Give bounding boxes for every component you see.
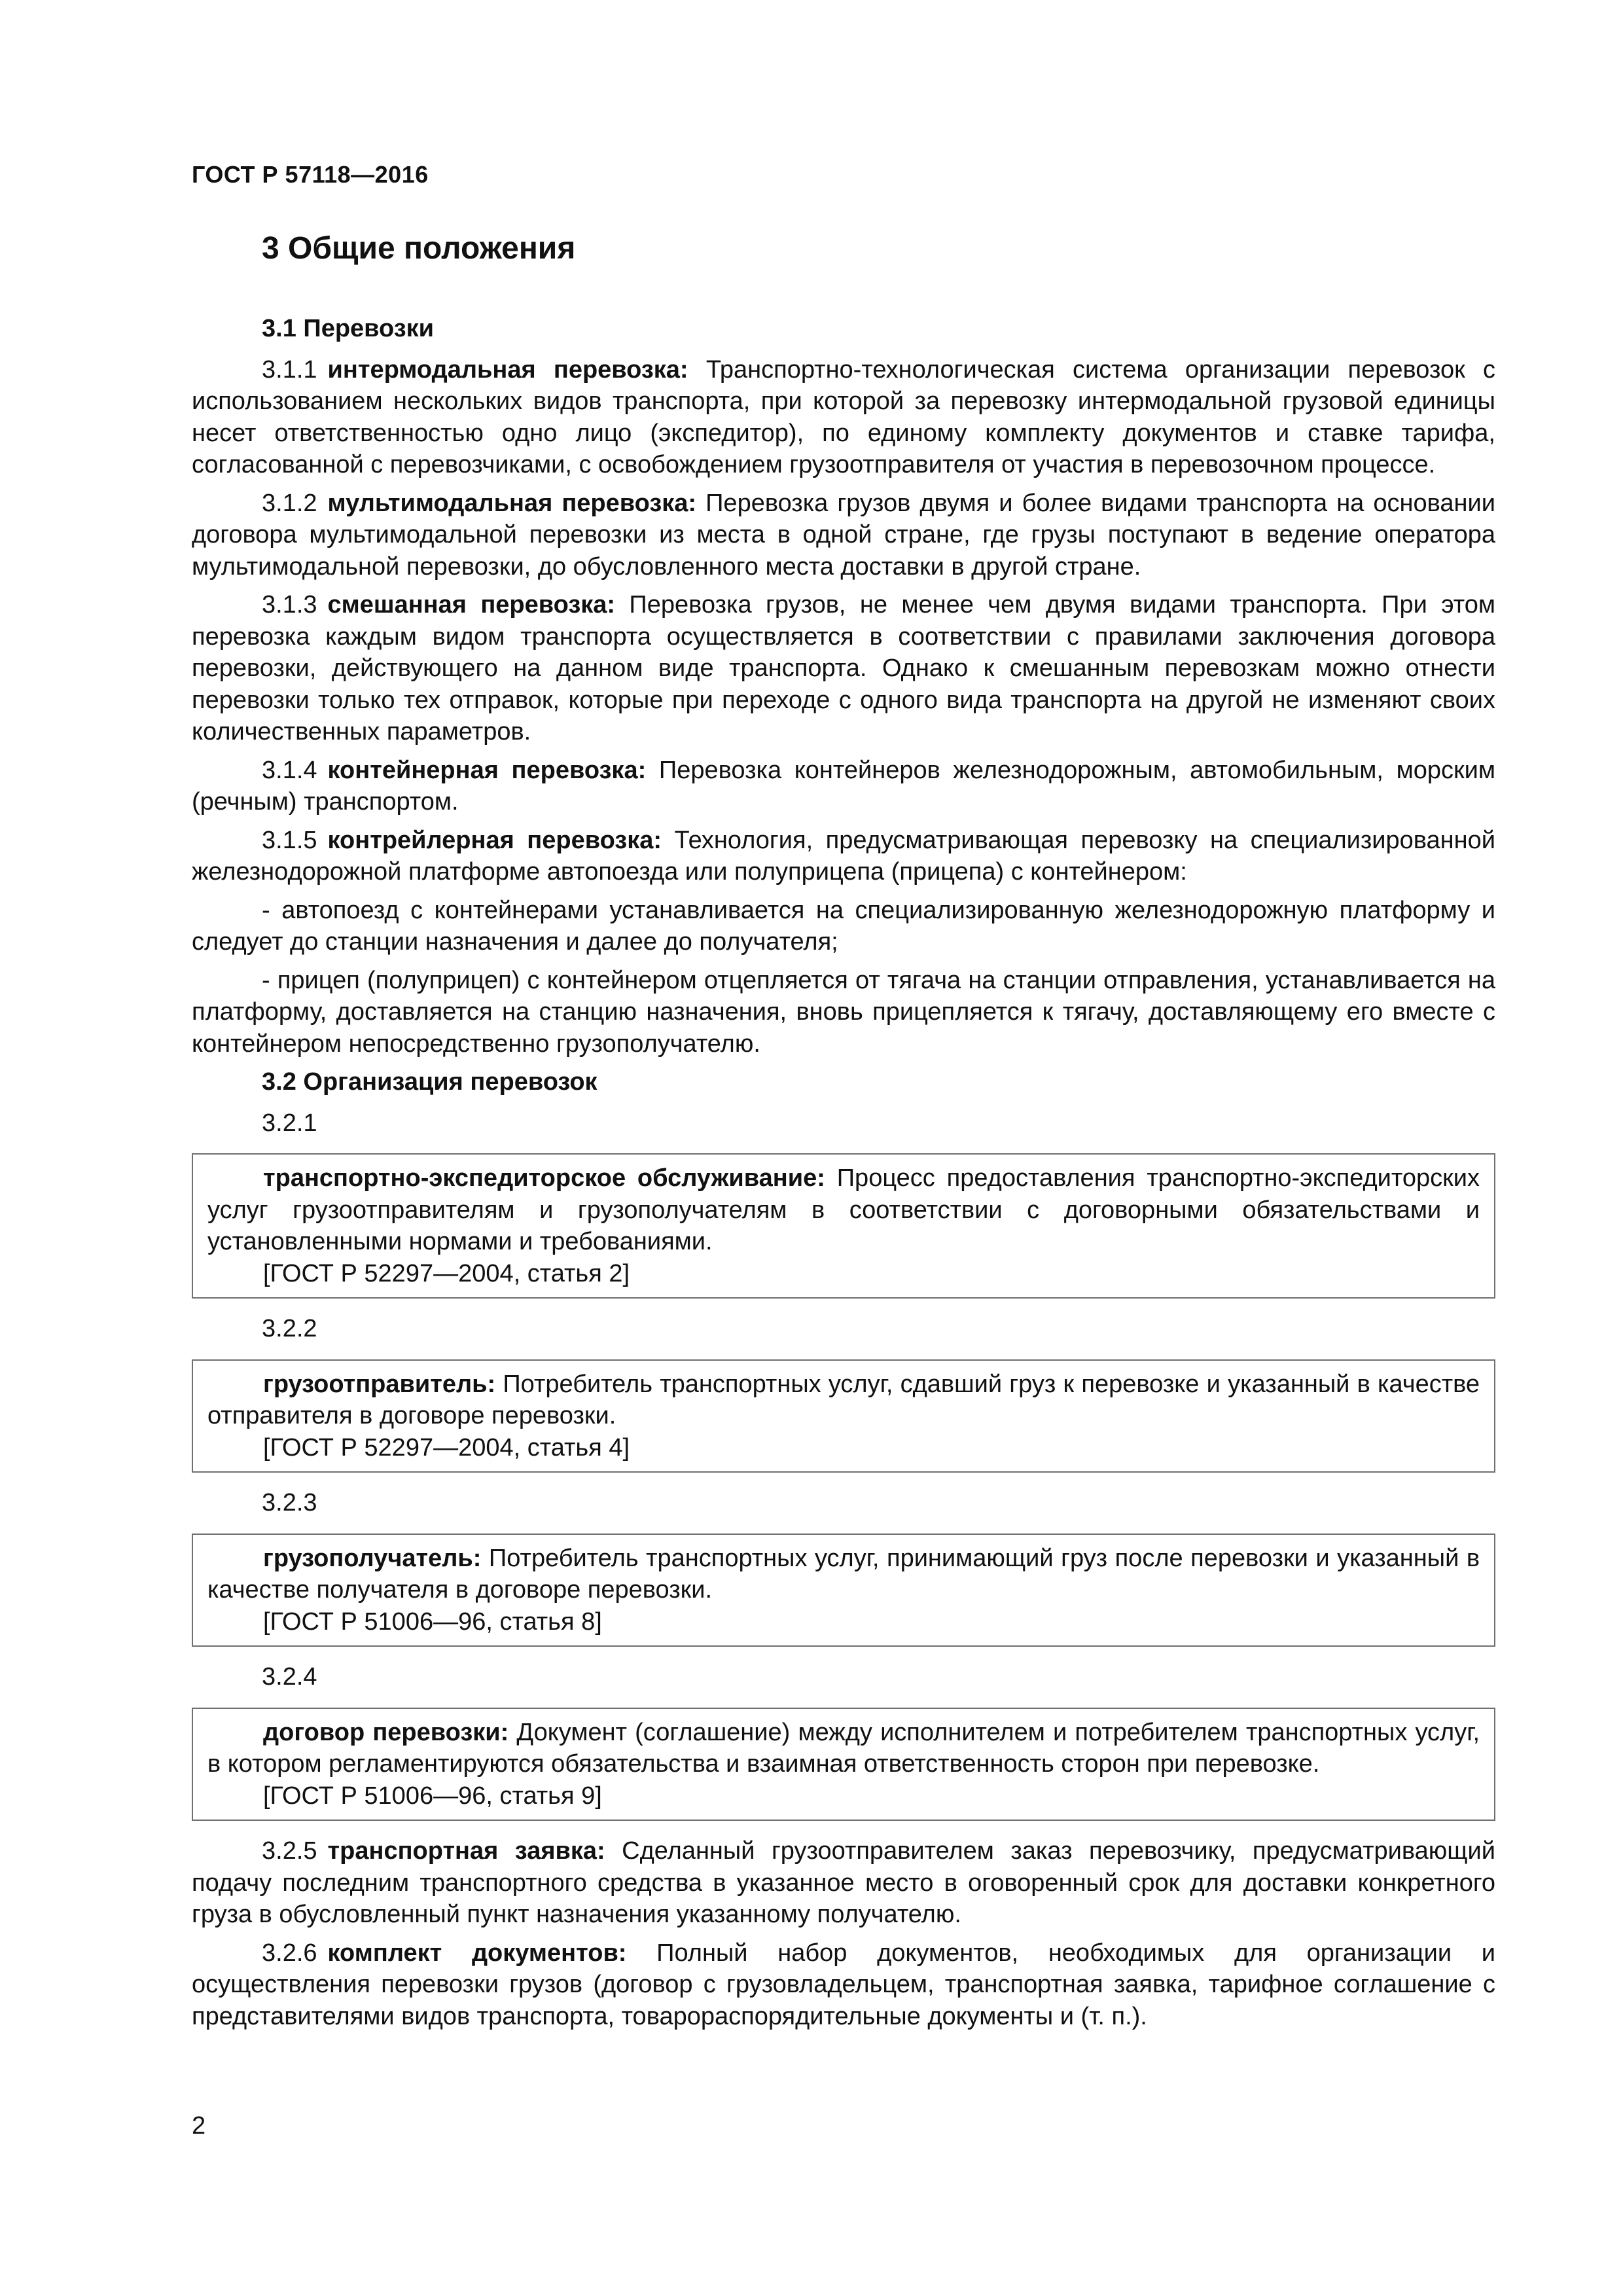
clause-number: 3.1.2: [262, 489, 317, 517]
definition-text: Потребитель транспортных услуг, принимающий груз после перевозки и указанный в качестве получателя в договоре перевозки.: [207, 1544, 1480, 1604]
clause-term: комплект документов:: [327, 1939, 627, 1967]
clause-3-2-6: [192, 1937, 1495, 2033]
clause-term: контейнерная перевозка:: [327, 756, 647, 784]
page-number: 2: [192, 2112, 206, 2140]
clause-definition: Полный набор документов, необходимых для организации и осуществления перевозки грузов (договор с грузовладельцем, транспортная заявка, тарифное соглашение с представителями видов транспорта, товарораспорядительные документы и (т. п.).: [192, 1939, 1495, 2030]
definition-term: грузополучатель:: [263, 1544, 482, 1572]
clause-definition: Перевозка грузов двумя и более видами транспорта на основании договора мультимодальной перевозки из места в одной стране, где грузы поступают в ведение оператора мультимодальной перевозки, до обусловленного места доставки в другой стране.: [192, 489, 1495, 581]
clause-number: 3.1.3: [262, 591, 317, 619]
clause-number: 3.2.3: [262, 1489, 317, 1516]
list-item: - прицеп (полуприцеп) с контейнером отцепляется от тягача на станции отправления, устанавливается на платформу, доставляется на станцию назначения, вновь прицепляется к тягачу, доставляющему его вместе с контейнером непосредственно грузополучателю.: [192, 966, 1495, 1058]
clause-number: 3.1.1: [262, 355, 317, 384]
clause-3-1-5: [192, 825, 1495, 888]
clause-definition: Транспортно-технологическая система организации перевозок с использованием нескольких видов транспорта, при которой за перевозку интермодальной грузовой единицы несет ответственностью одно лицо (экспедитор), по единому комплекту документов и ставке тарифа, согласованной с перевозчиками, с освобождением грузоотправителя от участия в перевозочном процессе.: [192, 355, 1495, 478]
list-item: - автопоезд с контейнерами устанавливается на специализированную железнодорожную платформу и следует до станции назначения и далее до получателя;: [192, 896, 1495, 956]
clause-number: 3.2.5: [262, 1837, 317, 1865]
quoted-definition-box: [192, 1359, 1495, 1473]
clause-definition: Сделанный грузоотправителем заказ перевозчику, предусматривающий подачу последним транспортного средства в указанное место в оговоренный срок для доставки конкретного груза в обусловленный пункт назначения указанному получателю.: [192, 1837, 1495, 1928]
clause-number: 3.2.4: [262, 1663, 317, 1691]
clause-term: мультимодальная перевозка:: [327, 489, 697, 517]
quoted-definition-box: [192, 1153, 1495, 1299]
clause-number: 3.2.1: [262, 1109, 317, 1137]
definition-text: Процесс предоставления транспортно-экспедиторских услуг грузоотправителям и грузополучателям в соответствии с договорными обязательствами и установленными нормами и требованиями.: [207, 1164, 1480, 1255]
definition-term: договор перевозки:: [263, 1718, 509, 1746]
clause-term: интермодальная перевозка:: [327, 355, 688, 384]
clause-3-1-3: [192, 589, 1495, 748]
subsection-heading-3-1: 3.1 Перевозки: [262, 315, 435, 342]
definition-source: [ГОСТ Р 52297—2004, статья 2]: [263, 1259, 630, 1287]
clause-3-2-5: [192, 1835, 1495, 1931]
clause-definition: Перевозка грузов, не менее чем двумя видами транспорта. При этом перевозка каждым видом транспорта осуществляется в соответствии с правилами заключения договора перевозки, действующего на данном виде транспорта. Однако к смешанным перевозкам можно отнести перевозки только тех отправок, которые при переходе с одного вида транспорта на другой не изменяют своих количественных параметров.: [192, 591, 1496, 745]
clause-3-1-2: [192, 488, 1495, 583]
document-code: ГОСТ Р 57118—2016: [192, 161, 429, 188]
definition-source: [ГОСТ Р 52297—2004, статья 4]: [263, 1433, 630, 1462]
definition: [207, 1543, 1480, 1606]
clause-definition: Технология, предусматривающая перевозку на специализированной железнодорожной платформе автопоезда или полуприцепа (прицепа) с контейнером:: [192, 826, 1495, 886]
subsection-heading-3-2: 3.2 Организация перевозок: [262, 1068, 597, 1096]
clause-number: 3.2.6: [262, 1939, 317, 1967]
section-title: 3 Общие положения: [262, 231, 576, 266]
definition-term: грузоотправитель:: [263, 1370, 496, 1398]
definition: [207, 1162, 1480, 1258]
document-body: [192, 313, 1495, 2039]
clause-3-1-1: [192, 354, 1495, 481]
definition-source: [ГОСТ Р 51006—96, статья 9]: [263, 1782, 602, 1810]
definition-term: транспортно-экспедиторское обслуживание:: [263, 1164, 825, 1192]
definition-source: [ГОСТ Р 51006—96, статья 8]: [263, 1607, 602, 1636]
clause-number: 3.2.2: [262, 1315, 317, 1342]
clause-3-1-4: [192, 755, 1495, 818]
definition: [207, 1717, 1480, 1780]
clause-number: 3.1.4: [262, 756, 317, 784]
clause-number: 3.1.5: [262, 826, 317, 854]
definition-text: Потребитель транспортных услуг, сдавший груз к перевозке и указанный в качестве отправителя в договоре перевозки.: [207, 1370, 1480, 1429]
quoted-definition-box: [192, 1534, 1495, 1647]
clause-term: транспортная заявка:: [327, 1837, 605, 1865]
quoted-definition-box: [192, 1708, 1495, 1821]
clause-term: смешанная перевозка:: [327, 591, 616, 619]
clause-term: контрейлерная перевозка:: [327, 826, 662, 854]
definition-text: Документ (соглашение) между исполнителем и потребителем транспортных услуг, в котором регламентируются обязательства и взаимная ответственность сторон при перевозке.: [207, 1718, 1480, 1778]
definition: [207, 1369, 1480, 1432]
clause-definition: Перевозка контейнеров железнодорожным, автомобильным, морским (речным) транспортом.: [192, 756, 1495, 816]
